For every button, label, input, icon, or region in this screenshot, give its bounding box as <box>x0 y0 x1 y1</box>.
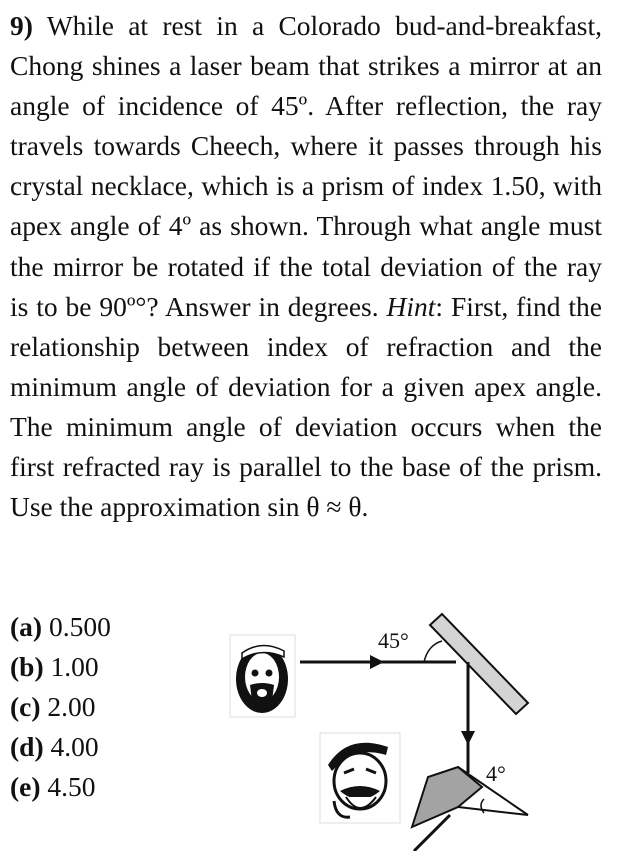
question-text <box>10 6 602 527</box>
choice-e-label: (e) <box>10 771 41 803</box>
choice-d-label: (d) <box>10 731 44 763</box>
choice-a-value: 0.500 <box>48 611 111 642</box>
mirror-angle-label: 45° <box>378 628 409 653</box>
choice-a[interactable] <box>10 607 111 647</box>
choice-c[interactable] <box>10 687 111 727</box>
prism <box>412 745 528 827</box>
reflected-ray <box>461 662 475 745</box>
choice-e-value: 4.50 <box>47 771 96 803</box>
hint-label: Hint <box>386 290 436 322</box>
incident-ray <box>300 655 456 669</box>
figure-svg <box>228 605 621 851</box>
mirror-angle-arc <box>424 641 442 662</box>
question-number: 9) <box>10 10 33 41</box>
choice-b-label: (b) <box>10 651 44 683</box>
choice-d[interactable] <box>10 727 111 767</box>
mirror <box>430 614 528 714</box>
choice-d-value: 4.00 <box>50 731 99 763</box>
physics-figure <box>228 605 621 851</box>
choice-a-label: (a) <box>10 611 43 642</box>
choice-c-label: (c) <box>10 691 41 723</box>
choice-b[interactable] <box>10 647 111 687</box>
question-body: While at rest in a Colorado bud-and-breakfast, Chong shines a laser beam that strikes a mirror at an angle of incidence of 45º. After reflection, the ray travels towards Cheech, where it passes through his crystal necklace, which is a prism of index 1.50, with apex angle of 4º as shown. Through what angle must the mirror be rotated if the total deviation of the ray is to be 90º°? Answer in degrees. <box>10 10 603 322</box>
answer-choices <box>10 607 111 807</box>
cheech-face-illustration <box>320 733 400 823</box>
choice-c-value: 2.00 <box>47 691 96 723</box>
chong-face-illustration <box>230 635 295 717</box>
hint-body: : First, find the relationship between index of refraction and the minimum angle of deviation for a given apex angle. The minimum angle of deviation occurs when the first refracted ray is parallel to the base of the prism. Use the approximation sin θ ≈ θ. <box>10 290 602 523</box>
choice-e[interactable] <box>10 767 111 807</box>
apex-angle-label: 4° <box>486 761 506 786</box>
choice-b-value: 1.00 <box>50 651 99 683</box>
